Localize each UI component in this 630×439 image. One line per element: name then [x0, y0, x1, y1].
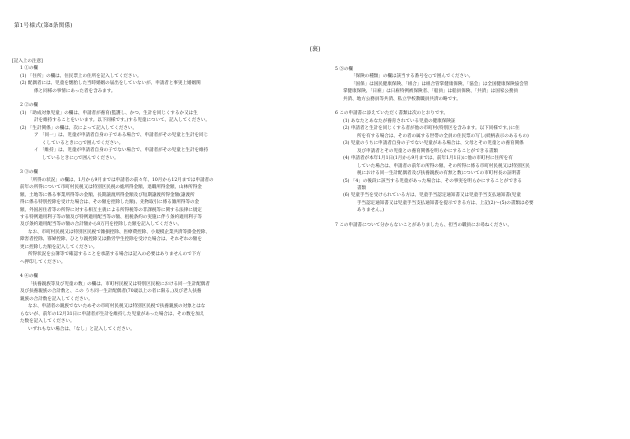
- right-column: [335, 66, 625, 229]
- section-4-line: なお、申請者の親族でないためその市町村民税又は特別区民税で扶養親族の対象とはな: [28, 304, 206, 310]
- section-4-line: た数を記入してください。: [20, 319, 75, 325]
- section-6-item-1: (1) あなたとあなたが養育されている児童の健康保険証: [343, 118, 456, 124]
- section-3-line: へ押印してください。: [20, 259, 66, 265]
- section-1-item-2-cont: 係と同様の事情にあった者を含みます。: [34, 88, 116, 94]
- section-6-item-5-cont: 書類: [357, 185, 367, 191]
- section-6-item-3-cont: 及び申請者とその児童との養育関係を明らかにすることができる書類: [357, 148, 498, 154]
- section-4-line: 及び扶養親族の合計数と、この うち同一生計配偶者(70歳以上の者に限る。)及び老人扶養: [20, 289, 202, 295]
- section-7-title: 7 この申請書について分からないことがありましたら、担当の職員にお尋ねください。: [335, 222, 513, 228]
- section-2-title: 2 ②の欄: [20, 103, 38, 109]
- section-2-item-2-a-cont: くしているときに○で囲んでください。: [42, 140, 124, 146]
- section-3-line: 額、土地等に係る事業所得等の金額、長期譲渡所得金額及び短期譲渡所得金額(譲渡所: [20, 192, 195, 198]
- section-6-title: 6 この申請書に添えていただく書類は次のとおりです。: [335, 111, 449, 117]
- section-3-line: 得に係る特別控除を受けた場合は、その額を控除した額)、先物取引に係る雑所得等の金: [20, 200, 200, 206]
- section-4-title: 4 ④の欄: [20, 274, 38, 280]
- section-6-item-2: (2) 申請者と生計を同じくする者が他の市町村(特別区を含みます。以下同様です。)に住: [343, 126, 520, 132]
- section-1-item-1: (1) 「住所」の欄は、住民票上の住所を記入してください。: [20, 73, 142, 79]
- notes-title: [記入上の注意]: [12, 59, 43, 64]
- section-3-line: なお、市町村民税又は特別区民税で雑損控除、医療費控除、小規模企業共済等掛金控除、: [28, 229, 210, 235]
- section-6-item-5: (5) 「4」の後段に該当する児童があった場合は、その事実を明らかにすることができる: [343, 178, 522, 184]
- section-4-line: いずれもない場合は、「なし」と記入してください。: [28, 326, 135, 332]
- section-3-line: 更に控除した額を記入してください。: [20, 244, 98, 250]
- section-2-item-2-i: イ 「維持」は、児童が申請者自身の子でない場合で、申請者がその児童と生計を維持: [34, 148, 209, 154]
- section-2-item-1-cont: 計を維持することをいいます。以下同様です。)する児童について、記入してください。: [34, 118, 210, 124]
- section-3-line: 「所得の状況」の欄は、1月から9月までは申請者の前々年、10月から12月までは申請者の: [28, 177, 214, 183]
- section-6-item-3: (3) 児童のうちに申請者自身の子でない児童がある場合は、父母とその児童との養育関係: [343, 141, 524, 147]
- section-6-item-4-cont: していた場合は、申請者の前年の所得の額、その所得に係る市町村民税又は特別区民: [357, 163, 530, 169]
- section-5-line: 共済、地方公務員等共済、私立学校教職員共済の略です。: [343, 96, 461, 102]
- section-5-title: 5 ⑤の欄: [335, 67, 353, 72]
- section-2-item-2-a: ア 「同一」は、児童が申請者自身の子である場合で、申請者がその児童と生計を同じ: [34, 133, 209, 139]
- section-2-item-2: (2) 「生計関係」の欄は、次によって記入してください。: [20, 125, 138, 131]
- section-4-line: 「扶養親族等及び児童の数」の欄は、市町村民税又は特別区民税における同一生計配偶者: [28, 281, 210, 287]
- section-3-line: 所得状況を公簿等で確認することを承諾する場合は記入の必要はありませんので下方: [28, 252, 201, 258]
- section-3-title: 3 ③の欄: [20, 170, 38, 176]
- section-5-line: 「国保」は国民健康保険、「組合」は組合管掌健康保険、「協会」は全国健康保険協会管: [351, 81, 529, 87]
- section-6-item-6: (6) 児童手当を受けられている方は、児童手当認定通知書又は児童手当支払通知書(児童: [343, 193, 521, 199]
- section-6-item-2-cont: 所を有する場合は、その者の属する世帯の全員の住民票の写し(続柄表示のあるもの): [357, 133, 529, 139]
- section-4-line: らないが、前年の12月31日に申請者が生計を維持した児童があった場合は、その数を加え: [20, 311, 205, 317]
- section-2-item-1: (1) 「助成対象児童」の欄は、申請者が養育(監護し、かつ、生計を同じくするか又は生: [20, 110, 198, 116]
- section-3-line: する特例適用利子等の額及び特例適用配当等の額、租税条約の実施に伴う条約適用利子等: [20, 214, 202, 220]
- section-6-item-4: (4) 申請者が本年1月1日(1月から9月までは、前年1月1日)に他の市町村に住所を有: [343, 156, 513, 162]
- section-3-line: 前年の所得について市町村民税又は特別区民税の総所得金額、退職所得金額、山林所得金: [20, 185, 202, 191]
- section-6-item-6-cont: 手当認定通知書又は児童手当支払通知書を提示できる方は、上記(2)〜(5)の書類は必要: [357, 200, 534, 206]
- section-6-item-6-cont: ありません。): [357, 208, 385, 214]
- page-side-label: (裏): [309, 46, 321, 53]
- section-6-item-4-cont: 税における同一生計配偶者及び扶養親族の有無と数についての市町村長の証明書: [357, 171, 521, 177]
- form-number: 第1号様式(第8条関係): [14, 23, 73, 29]
- section-1-item-2: (2) 配偶者には、児童を懐胎した当時婚姻の届出をしていないが、申請者と事実上婚姻関: [20, 81, 201, 87]
- section-3-line: 障害者控除、寡婦控除、ひとり親控除又は勤労学生控除を受けた場合は、それぞれの額を: [20, 237, 202, 243]
- section-5-line: 「保険の種類」の欄は該当する番号を○で囲んでください。: [351, 74, 474, 80]
- section-3-line: 額、外国居住者等の所得に対する相互主義による所得税等の非課税等に関する法律に規定: [20, 207, 202, 213]
- section-5-line: 掌健康保険、「日雇」は日雇特例被保険者、「船員」は船員保険、「共済」は国家公務員: [343, 89, 519, 95]
- section-3-line: 及び条約適用配当等の額の合計額から8万円を控除した額を記入してください。: [20, 222, 183, 228]
- left-column: [12, 58, 312, 333]
- section-2-item-2-i-cont: しているときに○で囲んでください。: [42, 155, 119, 161]
- section-4-line: 親族の合計数を記入してください。: [20, 296, 93, 302]
- section-1-title: 1 ①の欄: [20, 66, 38, 72]
